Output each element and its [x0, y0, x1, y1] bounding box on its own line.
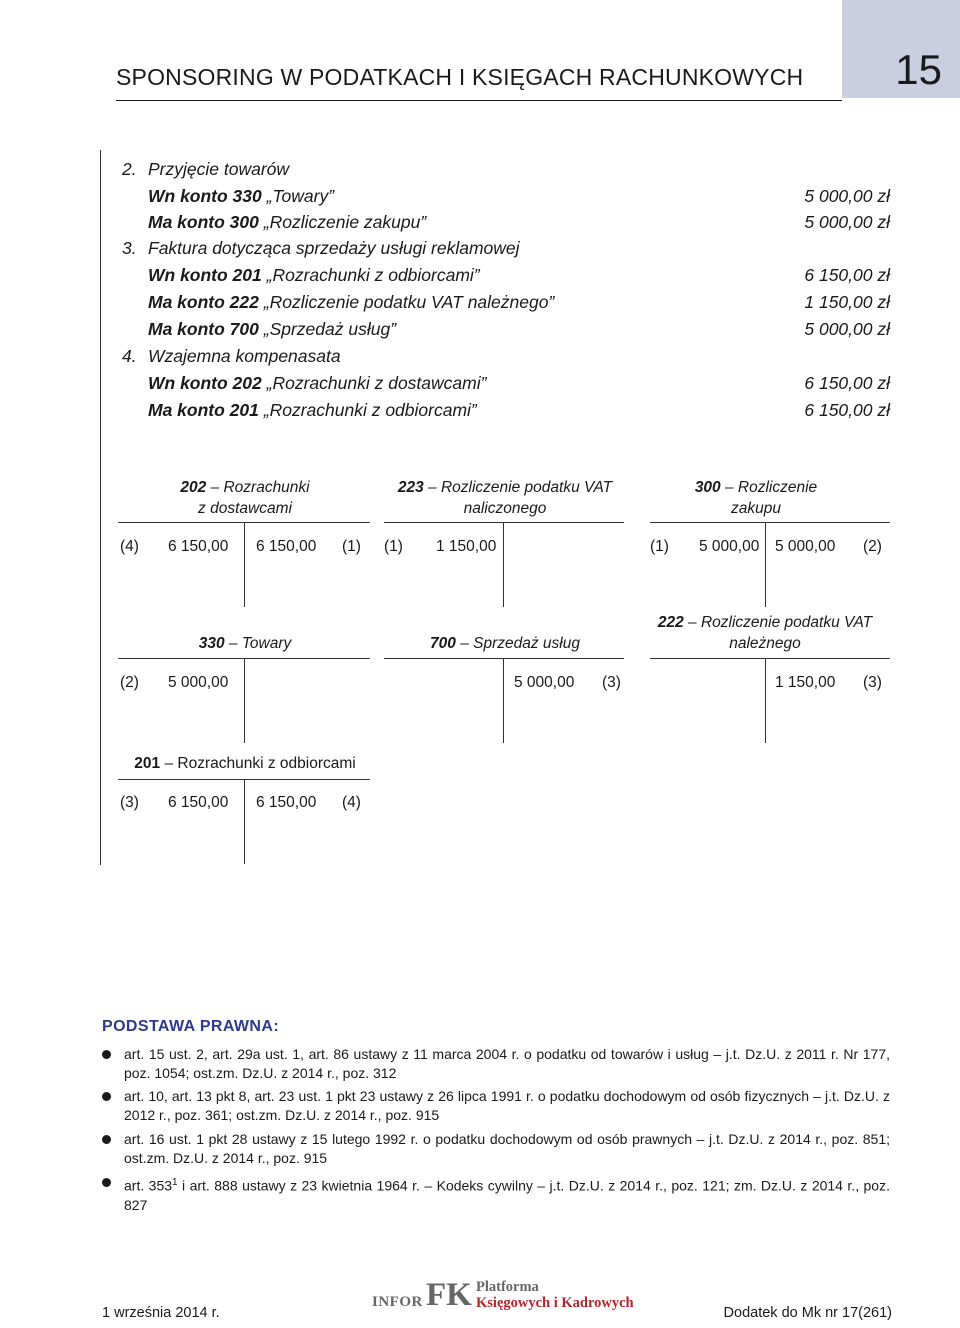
t-debit-amount: 5 000,00 [699, 538, 760, 555]
entry-number: 3. [122, 238, 137, 258]
entry-label [148, 265, 480, 286]
t-account-hline [384, 522, 624, 523]
t-debit-ref: (2) [120, 674, 139, 691]
legal-item-text: art. $353^1$ i art. 888 ustawy z 23 kwietnia 1964 r. – Kodeks cywilny – j.t. Dz.U. z 2014 r., poz. 121; zm. Dz.U. z 2014 r., poz. 827 [124, 1177, 890, 1213]
t-credit-amount: 6 150,00 [256, 794, 317, 811]
entry-konto: Wn konto 202 [148, 373, 262, 393]
entry-label [148, 373, 486, 394]
t-account-vline [244, 522, 245, 607]
entry-line [0, 373, 960, 399]
t-account-vline [765, 522, 766, 607]
entry-label [148, 212, 426, 233]
logo-line2: Księgowych i Kadrowych [476, 1295, 634, 1311]
footer-logo [372, 1278, 636, 1314]
bullet-icon [102, 1178, 111, 1187]
t-account-title: 202 – Rozrachunki z dostawcami [180, 479, 310, 517]
entry-amount: 6 150,00 zł [804, 265, 890, 285]
t-debit-amount: 5 000,00 [168, 674, 229, 691]
entry-konto: Ma konto 700 [148, 319, 259, 339]
entry-konto: Wn konto 201 [148, 265, 262, 285]
t-account-title: 201 – Rozrachunki z odbiorcami [134, 755, 356, 772]
t-account-vline [765, 658, 766, 743]
entry-line [0, 319, 960, 345]
entry-konto-name: „Sprzedaż usług” [263, 319, 397, 339]
header-rule [116, 100, 842, 101]
entry-konto: Ma konto 222 [148, 292, 259, 312]
entry-number: 2. [122, 159, 137, 179]
bullet-icon [102, 1092, 111, 1101]
running-header-title: SPONSORING W PODATKACH I KSIĘGACH RACHUNKOWYCH [116, 64, 804, 90]
t-account-hline [384, 658, 624, 659]
t-debit-ref: (1) [384, 538, 403, 555]
logo-infor-text: INFOR [372, 1294, 423, 1310]
entry-line [0, 212, 960, 238]
entry-amount: 6 150,00 zł [804, 373, 890, 393]
footer-issue: Dodatek do Mk nr 17(261) [723, 1305, 892, 1321]
entry-label [148, 319, 396, 340]
entry-line [0, 292, 960, 318]
entry-konto-name: „Rozrachunki z odbiorcami” [266, 265, 480, 285]
entry-konto-name: „Rozliczenie podatku VAT należnego” [263, 292, 555, 312]
t-credit-ref: (1) [342, 538, 361, 555]
t-debit-ref: (4) [120, 538, 139, 555]
entry-label [148, 400, 477, 421]
t-credit-ref: (3) [863, 674, 882, 691]
entry-amount: 6 150,00 zł [804, 400, 890, 420]
entry-konto: Ma konto 201 [148, 400, 259, 420]
entry-heading [0, 346, 960, 372]
t-debit-ref: (1) [650, 538, 669, 555]
t-account-vline [503, 658, 504, 743]
entry-label: Wzajemna kompenasata [148, 346, 341, 366]
logo-fk-text: FK [426, 1277, 472, 1313]
t-debit-ref: (3) [120, 794, 139, 811]
entry-number: 4. [122, 346, 137, 366]
t-debit-amount: 1 150,00 [436, 538, 497, 555]
t-debit-amount: 6 150,00 [168, 538, 229, 555]
t-account-vline [244, 658, 245, 743]
t-account-hline [650, 522, 890, 523]
t-debit-amount: 6 150,00 [168, 794, 229, 811]
entry-konto-name: „Towary” [266, 186, 335, 206]
t-credit-ref: (3) [602, 674, 621, 691]
entry-amount: 5 000,00 zł [804, 319, 890, 339]
t-credit-amount: 6 150,00 [256, 538, 317, 555]
entry-konto-name: „Rozliczenie zakupu” [263, 212, 427, 232]
t-account-title: 700 – Sprzedaż usług [430, 635, 580, 652]
t-credit-ref: (4) [342, 794, 361, 811]
t-credit-amount: 1 150,00 [775, 674, 836, 691]
legal-item-text: art. 15 ust. 2, art. 29a ust. 1, art. 86 ustawy z 11 marca 2004 r. o podatku od towarów i usług – j.t. Dz.U. z 2011 r. Nr 177, poz. 1054; ost.zm. Dz.U. z 2014 r., poz. 312 [124, 1046, 890, 1081]
entry-heading [0, 238, 960, 264]
footer-date: 1 września 2014 r. [102, 1305, 220, 1321]
bullet-icon [102, 1135, 111, 1144]
entry-amount: 1 150,00 zł [804, 292, 890, 312]
t-account-title: 223 – Rozliczenie podatku VAT naliczonego [397, 479, 613, 517]
entry-amount: 5 000,00 zł [804, 186, 890, 206]
entry-line [0, 400, 960, 426]
bullet-icon [102, 1050, 111, 1059]
entry-line [0, 186, 960, 212]
t-account-title: 300 – Rozliczenie zakupu [694, 479, 818, 517]
t-account-vline [503, 522, 504, 607]
t-credit-ref: (2) [863, 538, 882, 555]
logo-line1: Platforma [476, 1279, 539, 1295]
entry-label [148, 292, 554, 313]
legal-item-text: art. 10, art. 13 pkt 8, art. 23 ust. 1 pkt 23 ustawy z 26 lipca 1991 r. o podatku dochodowym od osób fizycznych – j.t. Dz.U. z 2012 r., poz. 361; ost.zm. Dz.U. z 2014 r., poz. 915 [124, 1088, 890, 1123]
t-credit-amount: 5 000,00 [775, 538, 836, 555]
entry-label: Przyjęcie towarów [148, 159, 290, 179]
legal-basis-heading: PODSTAWA PRAWNA: [102, 1018, 280, 1035]
entry-konto-name: „Rozrachunki z dostawcami” [266, 373, 487, 393]
entry-konto-name: „Rozrachunki z odbiorcami” [263, 400, 477, 420]
t-account-title: 222 – Rozliczenie podatku VAT należnego [657, 614, 873, 652]
entry-konto: Ma konto 300 [148, 212, 259, 232]
t-credit-amount: 5 000,00 [514, 674, 575, 691]
t-account-hline [650, 658, 890, 659]
entry-label: Faktura dotycząca sprzedaży usługi reklamowej [148, 238, 520, 258]
entry-heading [0, 159, 960, 185]
entry-amount: 5 000,00 zł [804, 212, 890, 232]
page-number: 15 [895, 46, 942, 93]
legal-item-text: art. 16 ust. 1 pkt 28 ustawy z 15 lutego 1992 r. o podatku dochodowym od osób prawnych – j.t. Dz.U. z 2014 r., poz. 851; ost.zm. Dz.U. z 2014 r., poz. 915 [124, 1131, 890, 1166]
entry-konto: Wn konto 330 [148, 186, 262, 206]
t-account-vline [244, 779, 245, 864]
entry-line [0, 265, 960, 291]
entry-label [148, 186, 334, 207]
t-account-title: 330 – Towary [198, 635, 292, 652]
